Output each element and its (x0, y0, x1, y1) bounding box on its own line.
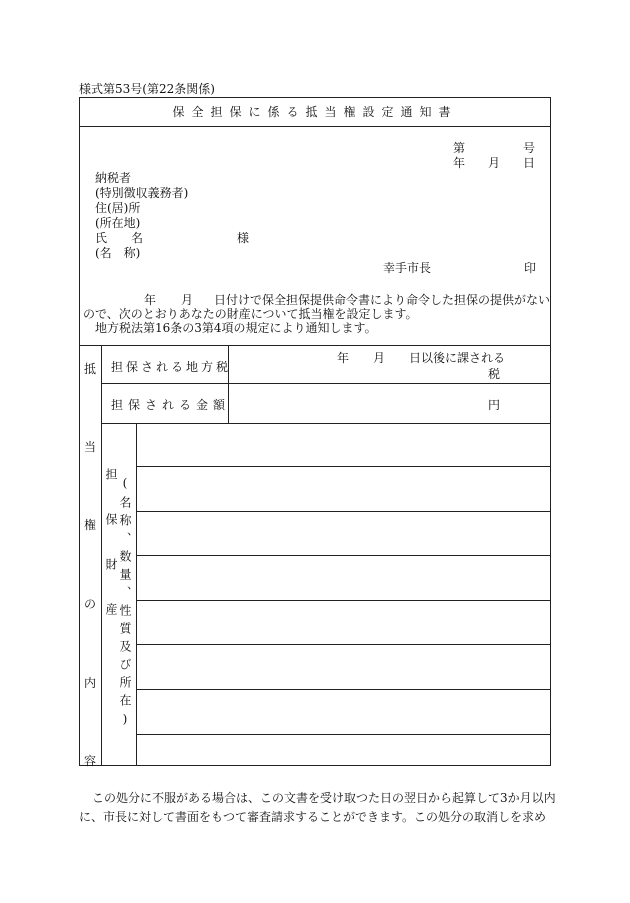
row2-value[interactable]: 円 (488, 398, 501, 412)
name-label: 氏 名 (95, 231, 144, 245)
property-line-6 (136, 689, 550, 690)
address-label: 住(居)所 (95, 201, 141, 215)
body-gatsu: 月 (181, 293, 194, 307)
row1-label: 担保される地方税 (111, 360, 232, 374)
footer-line1: この処分に不服がある場合は、この文書を受け取つた日の翌日から起算して3か月以内 (92, 791, 556, 805)
property-line-5 (136, 644, 550, 645)
taxpayer-label: 納税者 (95, 171, 132, 185)
doc-number-go: 号 (523, 141, 536, 155)
date-hi: 日 (523, 156, 536, 170)
location-label: (所在地) (95, 216, 141, 230)
side-label-char-2: 当 (84, 440, 97, 454)
notice-form (79, 97, 551, 766)
doc-number-field[interactable] (470, 138, 520, 154)
row1-value-line1[interactable]: 年 月 日以後に課される (337, 351, 506, 365)
property-line-4 (136, 600, 550, 601)
side-divider (101, 345, 102, 765)
row2-bottom-line (101, 423, 550, 424)
side-label-char-3: 権 (84, 518, 97, 532)
seal-mark: 印 (524, 261, 537, 275)
property-line-3 (136, 555, 550, 556)
table-top-line (80, 345, 550, 346)
body-line2: ので、次のとおりあなたの財産について抵当権を設定します。 (83, 307, 418, 321)
body-line1: 日付けで保全担保提供命令書により命令した担保の提供がない (214, 293, 551, 307)
property-label-main: 担保財産 (104, 468, 118, 648)
name-field[interactable] (150, 228, 230, 244)
doc-number-dai: 第 (453, 141, 466, 155)
side-label-char-4: の (84, 597, 97, 611)
row1-bottom-line (101, 383, 550, 384)
body-nen: 年 (144, 293, 157, 307)
title-divider (80, 126, 550, 127)
side-label-char-6: 容 (84, 754, 97, 768)
side-label-char-5: 内 (84, 676, 97, 690)
property-label-sub: (名称、数量、性質及び所在) (118, 476, 132, 732)
issuer-title: 幸手市長 (383, 261, 432, 275)
form-title: 保全担保に係る抵当権設定通知書 (172, 105, 458, 119)
property-divider (136, 423, 137, 765)
body-line3: 地方税法第16条の3第4項の規定により通知します。 (95, 321, 377, 335)
name-alt-label: (名 称) (95, 246, 141, 260)
form-number: 様式第53号(第22条関係) (79, 82, 215, 96)
date-nen: 年 (453, 156, 466, 170)
row1-value-line2: 税 (488, 367, 501, 381)
date-gatsu: 月 (488, 156, 501, 170)
footer-line2: に、市長に対して書面をもつて審査請求することができます。この処分の取消しを求め (79, 810, 547, 824)
row2-label: 担保される金額 (111, 398, 231, 412)
property-line-2 (136, 511, 550, 512)
special-collector-label: (特別徴収義務者) (95, 186, 189, 200)
honorific: 様 (237, 231, 250, 245)
property-line-7 (136, 734, 550, 735)
property-line-1 (136, 466, 550, 467)
side-label-char-1: 抵 (84, 362, 97, 376)
